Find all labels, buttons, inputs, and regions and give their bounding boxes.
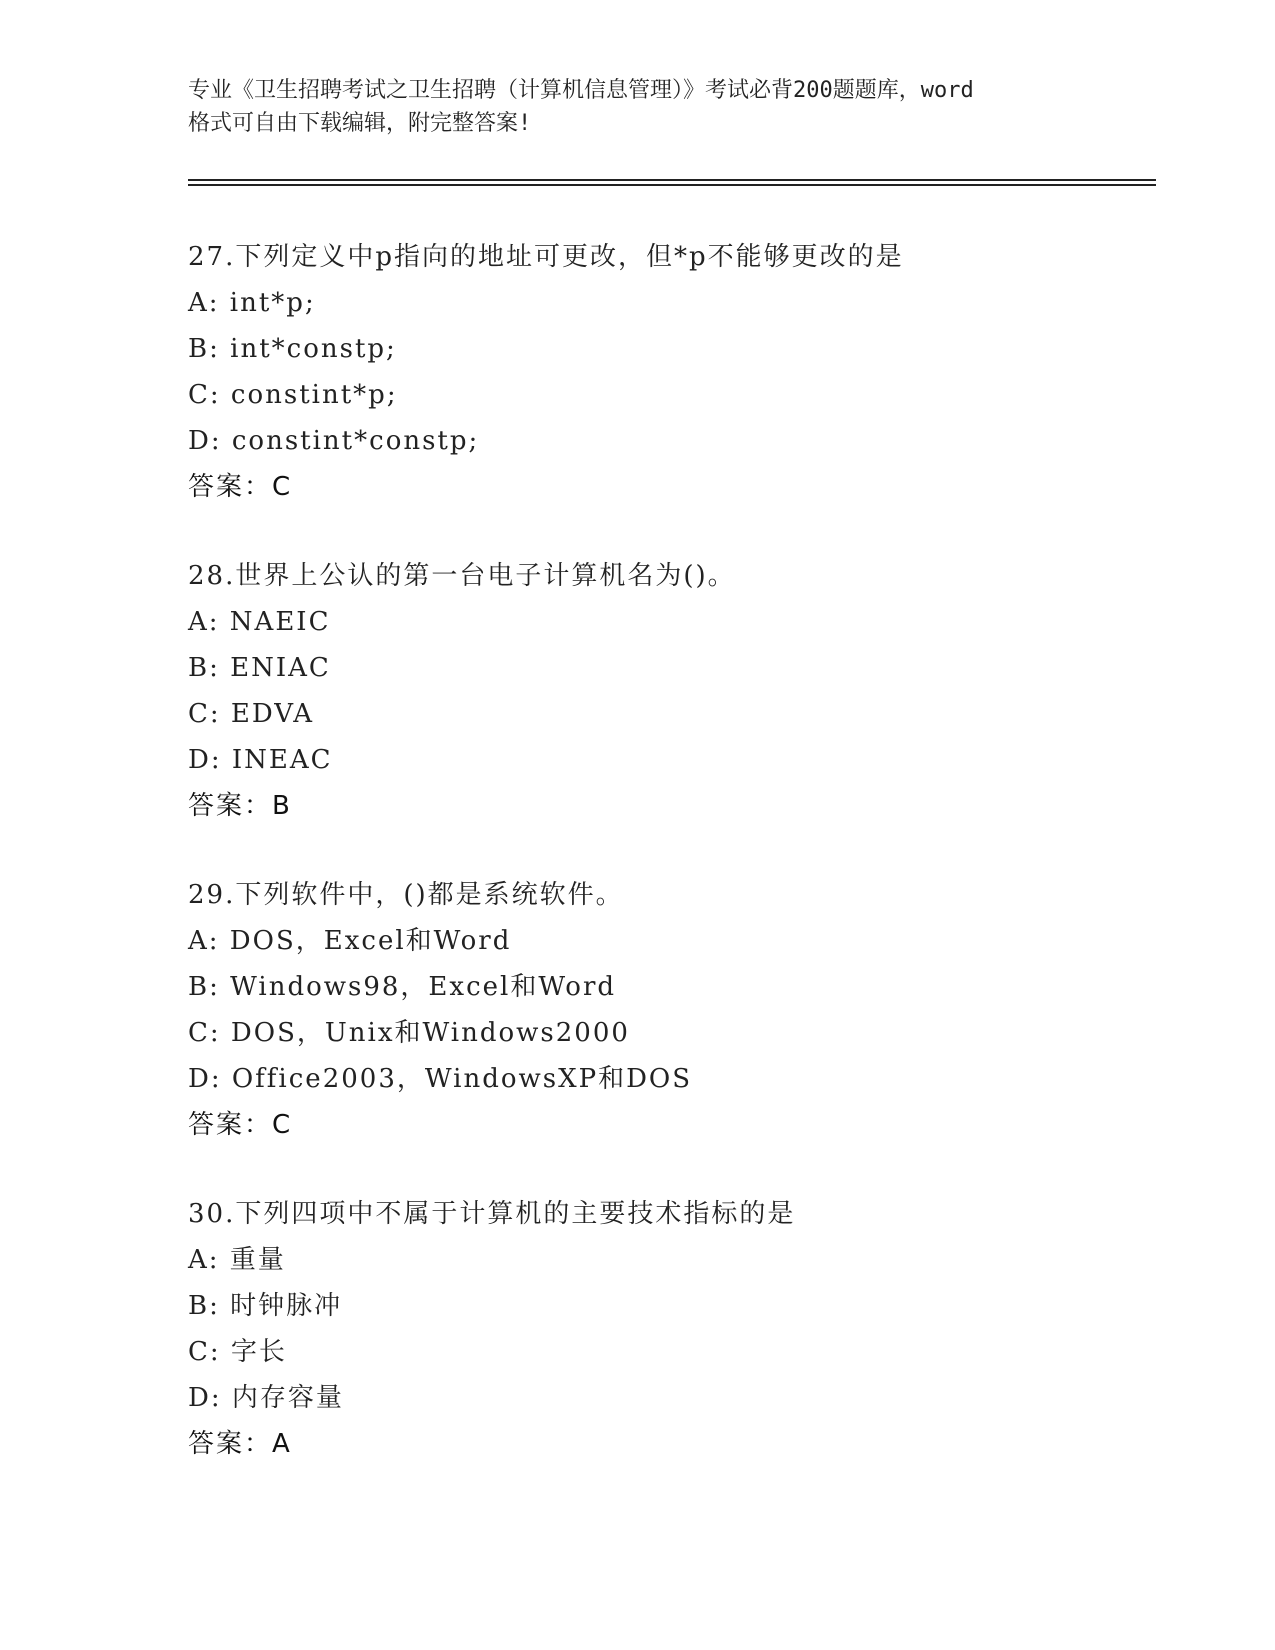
header-line-1: 专业《卫生招聘考试之卫生招聘（计算机信息管理）》考试必背200题题库，word — [188, 78, 974, 103]
option-b: B: Windows98，Excel和Word — [188, 972, 617, 1002]
header-line-2: 格式可自由下载编辑，附完整答案! — [188, 111, 532, 136]
option-a: A: NAEIC — [188, 607, 331, 637]
option-a: A: int*p; — [188, 288, 316, 318]
question-list — [188, 234, 1148, 1510]
question-29 — [188, 872, 1148, 1148]
question-27 — [188, 234, 1148, 510]
option-d: D: INEAC — [188, 745, 333, 775]
option-c: C: constint*p; — [188, 380, 398, 410]
answer-text: 答案：C — [188, 472, 293, 502]
question-title: 29.下列软件中，()都是系统软件。 — [188, 880, 624, 910]
answer-text: 答案：C — [188, 1110, 293, 1140]
question-title: 27.下列定义中p指向的地址可更改，但*p不能够更改的是 — [188, 242, 904, 272]
option-b: B: int*constp; — [188, 334, 397, 364]
answer-text: 答案：B — [188, 791, 292, 821]
option-a: A: 重量 — [188, 1245, 286, 1275]
option-d: D: Office2003，WindowsXP和DOS — [188, 1064, 693, 1094]
option-c: C: EDVA — [188, 699, 315, 729]
header-divider-top — [188, 179, 1156, 181]
option-c: C: DOS，Unix和Windows2000 — [188, 1018, 630, 1048]
question-30 — [188, 1191, 1148, 1467]
option-a: A: DOS，Excel和Word — [188, 926, 512, 956]
answer-text: 答案：A — [188, 1429, 292, 1459]
question-title: 28.世界上公认的第一台电子计算机名为()。 — [188, 561, 736, 591]
option-b: B: ENIAC — [188, 653, 331, 683]
option-d: D: 内存容量 — [188, 1383, 344, 1413]
option-c: C: 字长 — [188, 1337, 287, 1367]
question-28 — [188, 553, 1148, 829]
option-d: D: constint*constp; — [188, 426, 480, 456]
document-header — [188, 74, 1108, 140]
question-title: 30.下列四项中不属于计算机的主要技术指标的是 — [188, 1199, 796, 1229]
header-divider-bottom — [188, 184, 1156, 186]
option-b: B: 时钟脉冲 — [188, 1291, 343, 1321]
